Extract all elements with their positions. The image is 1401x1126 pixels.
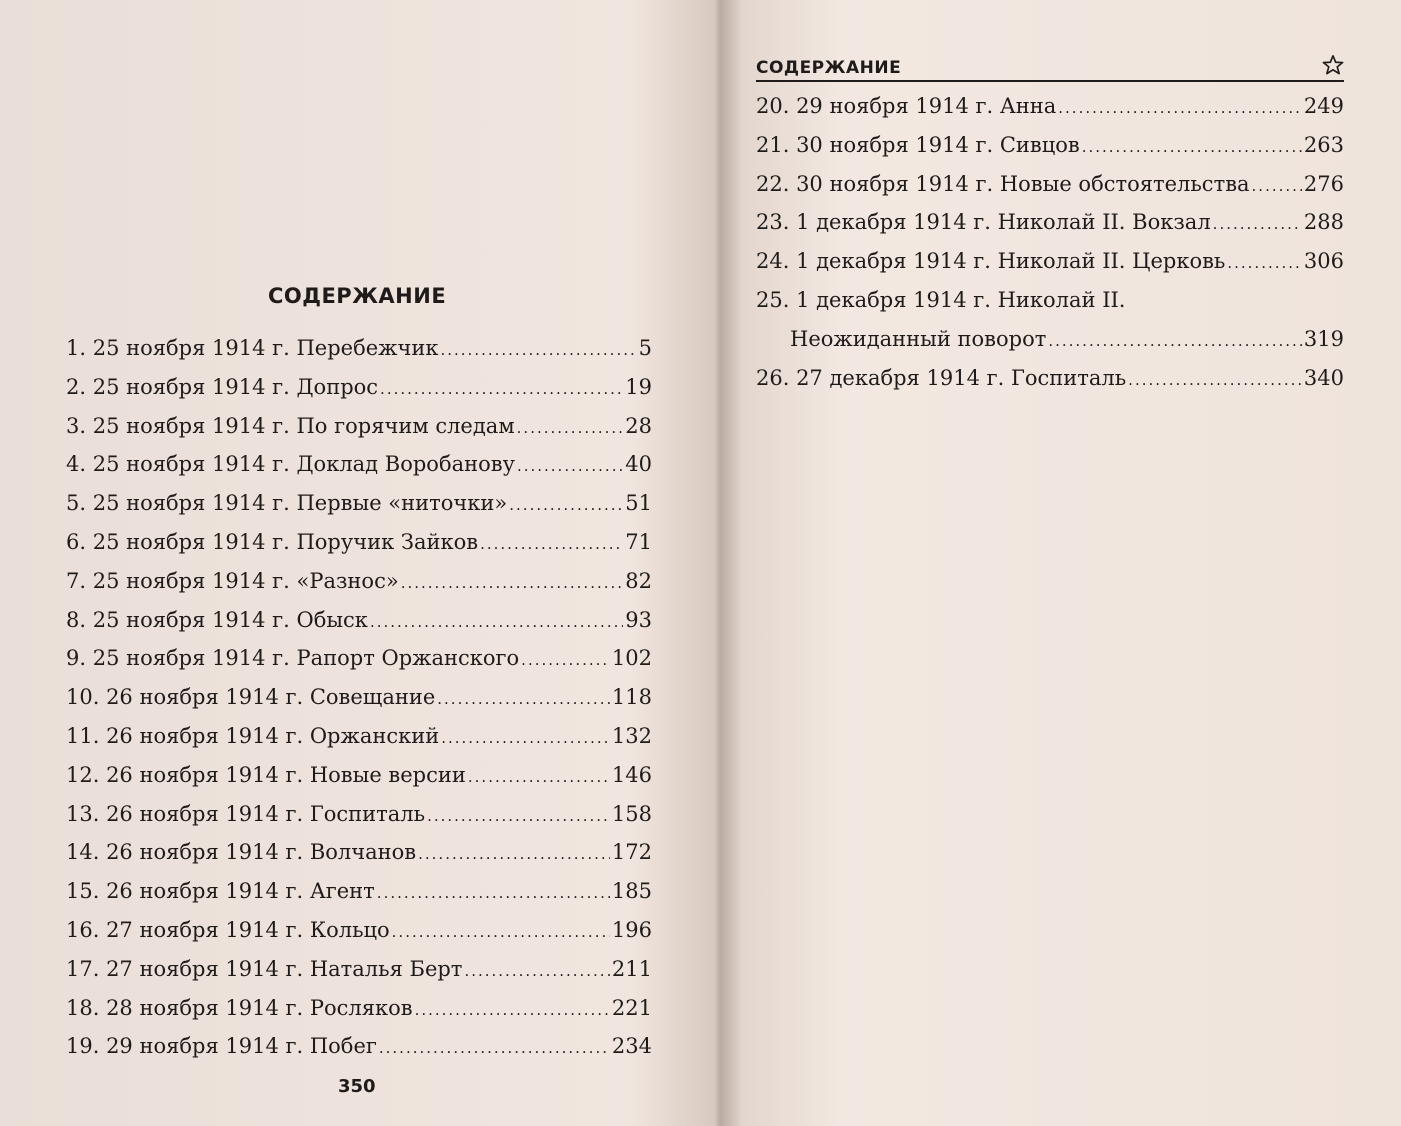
toc-entry <box>66 724 652 763</box>
entry-title: 9. 25 ноября 1914 г. Рапорт Оржанского <box>66 646 520 671</box>
leader-dots <box>379 1039 610 1057</box>
toc-entry <box>756 366 1344 405</box>
entry-page: 132 <box>611 723 652 748</box>
entry-page: 118 <box>611 685 652 710</box>
entry-title: 17. 27 ноября 1914 г. Наталья Берт <box>66 956 463 981</box>
toc-entry <box>66 763 652 802</box>
toc-entry <box>756 133 1344 172</box>
toc-entry <box>756 210 1344 249</box>
entry-page: 306 <box>1303 249 1344 274</box>
leader-dots <box>427 807 610 825</box>
entry-title: 25. 1 декабря 1914 г. Николай II. <box>756 287 1126 312</box>
leader-dots <box>517 419 624 437</box>
entry-page: 221 <box>611 995 652 1020</box>
entry-title: 24. 1 декабря 1914 г. Николай II. Церковь <box>756 249 1226 274</box>
entry-page: 71 <box>625 529 652 554</box>
toc-entry <box>66 996 652 1035</box>
leader-dots <box>392 923 610 941</box>
leader-dots <box>1058 99 1302 117</box>
entry-title: 5. 25 ноября 1914 г. Первые «ниточки» <box>66 491 508 516</box>
entry-page: 5 <box>638 336 652 360</box>
leader-dots <box>480 535 623 553</box>
entry-title: 15. 26 ноября 1914 г. Агент <box>66 879 375 904</box>
entry-page: 158 <box>611 801 652 826</box>
toc-entry <box>66 646 652 685</box>
entry-title: 23. 1 декабря 1914 г. Николай II. Вокзал <box>756 210 1211 235</box>
leader-dots <box>401 574 624 592</box>
entry-title: 3. 25 ноября 1914 г. По горячим следам <box>66 413 515 438</box>
toc-entry <box>66 879 652 918</box>
entry-title: 26. 27 декабря 1914 г. Госпиталь <box>756 365 1127 390</box>
leader-dots <box>370 613 623 631</box>
toc-entry <box>756 172 1344 211</box>
leader-dots <box>440 341 636 359</box>
entry-title: 18. 28 ноября 1914 г. Росляков <box>66 995 413 1020</box>
leader-dots <box>377 884 610 902</box>
entry-page: 276 <box>1303 171 1344 196</box>
toc-entry <box>66 957 652 996</box>
leader-dots <box>1252 177 1302 195</box>
star-icon <box>1322 54 1344 76</box>
entry-title: 21. 30 ноября 1914 г. Сивцов <box>756 132 1080 157</box>
right-page <box>716 0 1401 1126</box>
entry-page: 28 <box>625 413 652 438</box>
toc-list-left <box>66 336 652 1073</box>
leader-dots <box>418 845 610 863</box>
toc-entry <box>66 452 652 491</box>
running-header-text: СОДЕРЖАНИЕ <box>756 58 902 78</box>
entry-page: 263 <box>1303 132 1344 157</box>
leader-dots <box>468 768 610 786</box>
toc-entry <box>66 530 652 569</box>
toc-entry <box>756 288 1344 327</box>
running-header <box>756 54 1344 82</box>
entry-title: 12. 26 ноября 1914 г. Новые версии <box>66 762 466 787</box>
leader-dots <box>1213 215 1302 233</box>
leader-dots <box>1128 371 1302 389</box>
entry-page: 51 <box>625 491 652 516</box>
toc-list-right <box>756 94 1344 404</box>
entry-page: 82 <box>625 568 652 593</box>
entry-page: 319 <box>1303 326 1344 351</box>
entry-page: 196 <box>611 917 652 942</box>
leader-dots <box>415 1001 610 1019</box>
leader-dots <box>521 651 610 669</box>
entry-title: 4. 25 ноября 1914 г. Доклад Воробанову <box>66 452 515 477</box>
entry-page: 211 <box>611 956 652 981</box>
toc-entry <box>66 840 652 879</box>
entry-page: 19 <box>625 374 652 399</box>
toc-entry <box>66 802 652 841</box>
entry-title: 6. 25 ноября 1914 г. Поручик Зайков <box>66 529 479 554</box>
entry-page: 288 <box>1303 210 1344 235</box>
entry-title: 2. 25 ноября 1914 г. Допрос <box>66 374 379 399</box>
entry-page: 146 <box>611 762 652 787</box>
leader-dots <box>1048 332 1302 350</box>
entry-page: 249 <box>1303 94 1344 118</box>
entry-title: 13. 26 ноября 1914 г. Госпиталь <box>66 801 426 826</box>
leader-dots <box>1227 254 1302 272</box>
entry-title: 11. 26 ноября 1914 г. Оржанский <box>66 723 440 748</box>
toc-entry <box>66 491 652 530</box>
entry-page: 340 <box>1303 365 1344 390</box>
entry-page: 185 <box>611 879 652 904</box>
toc-entry <box>756 94 1344 133</box>
leader-dots <box>509 496 623 514</box>
entry-title: 1. 25 ноября 1914 г. Перебежчик <box>66 336 439 360</box>
leader-dots <box>437 690 610 708</box>
leader-dots <box>380 380 623 398</box>
entry-page: 93 <box>625 607 652 632</box>
leader-dots <box>1082 138 1302 156</box>
entry-title: 16. 27 ноября 1914 г. Кольцо <box>66 917 390 942</box>
entry-title: Неожиданный поворот <box>790 326 1047 351</box>
toc-entry-continuation <box>756 327 1344 366</box>
toc-entry <box>66 918 652 957</box>
entry-title: 10. 26 ноября 1914 г. Совещание <box>66 685 436 710</box>
toc-entry <box>66 608 652 647</box>
entry-page: 172 <box>611 840 652 865</box>
leader-dots <box>441 729 610 747</box>
toc-entry <box>66 336 652 375</box>
entry-title: 7. 25 ноября 1914 г. «Разнос» <box>66 568 399 593</box>
entry-page: 40 <box>625 452 652 477</box>
toc-entry <box>756 249 1344 288</box>
entry-title: 8. 25 ноября 1914 г. Обыск <box>66 607 368 632</box>
toc-entry <box>66 414 652 453</box>
leader-dots <box>464 962 609 980</box>
entry-title: 22. 30 ноября 1914 г. Новые обстоятельства <box>756 171 1250 196</box>
page-number: 350 <box>338 1076 376 1097</box>
leader-dots <box>517 457 623 475</box>
toc-entry <box>66 685 652 724</box>
entry-title: 14. 26 ноября 1914 г. Волчанов <box>66 840 417 865</box>
toc-entry <box>66 375 652 414</box>
entry-page: 234 <box>611 1034 652 1059</box>
toc-heading: СОДЕРЖАНИЕ <box>268 284 447 308</box>
toc-entry <box>66 1034 652 1073</box>
entry-title: 20. 29 ноября 1914 г. Анна <box>756 94 1057 118</box>
entry-page: 102 <box>611 646 652 671</box>
entry-title: 19. 29 ноября 1914 г. Побег <box>66 1034 377 1059</box>
toc-entry <box>66 569 652 608</box>
